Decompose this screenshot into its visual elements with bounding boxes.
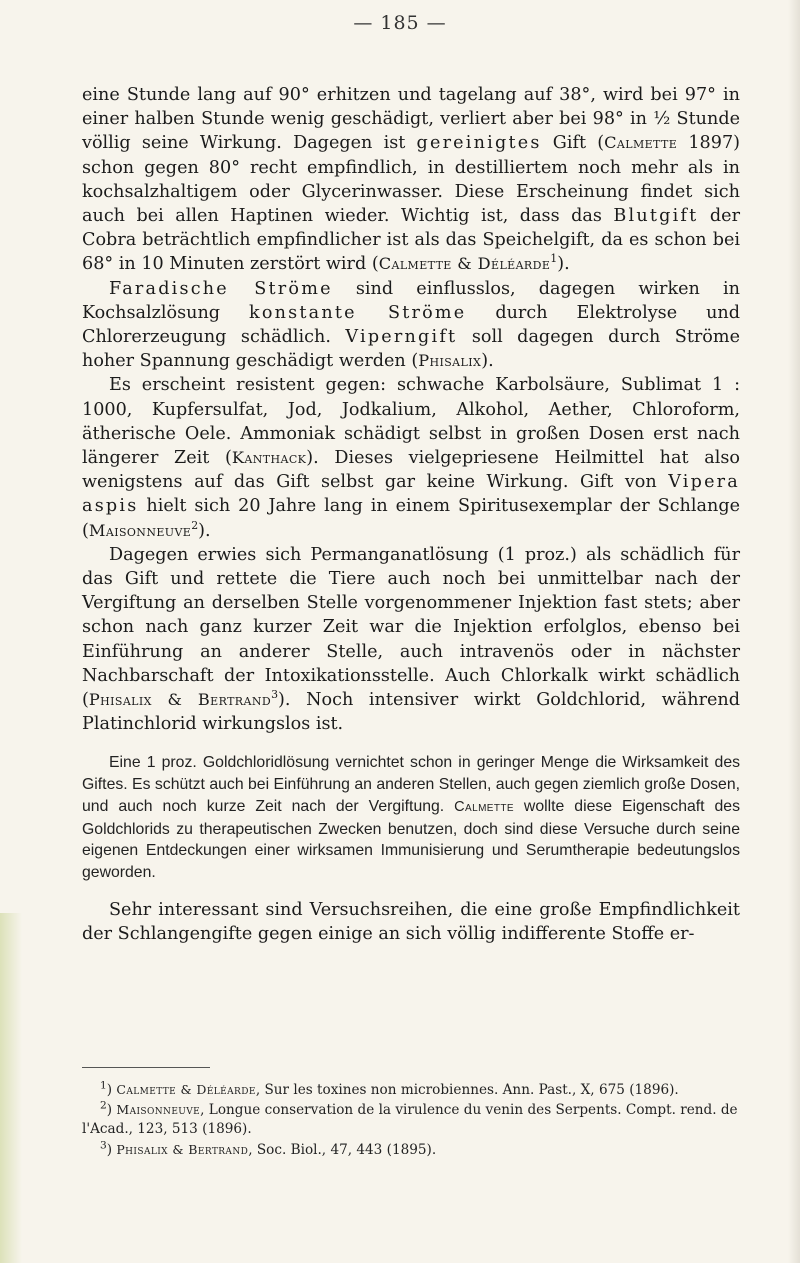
main-text (82, 83, 740, 946)
emphasis-text: gereinigtes (416, 133, 542, 154)
paragraph-1: eine Stunde lang auf 90° erhitzen und tagelang auf 38°, wird bei 97° in einer halben Stunde wenig geschädigt, verliert aber bei 98° in ½ Stunde völlig seine Wirkung. Dagegen ist gereinigtes Gift (Calmette 1897) schon gegen 80° recht empfindlich, in destilliertem noch mehr als in kochsalzhaltigem oder Glycerinwasser. Diese Erscheinung findet sich auch bei allen Haptinen wieder. Wichtig ist, dass das Blutgift der Cobra beträchtlich empfindlicher ist als das Speichelgift, da es schon bei 68° in 10 Minuten zerstört wird (Calmette & Déléarde$^1$). (82, 85, 740, 275)
small-print-paragraph: Eine 1 proz. Goldchloridlösung vernichtet schon in geringer Menge die Wirksamkeit des Giftes. Es schützt auch bei Einführung an anderen Stellen, auch gegen ziemlich große Dosen, und auch noch kurze Zeit nach der Vergiftung. Calmette wollte diese Eigenschaft des Goldchlorids zu therapeutischen Zwecken benutzen, doch sind diese Versuche durch seine eigenen Entdeckungen einer wirksamen Immunisierung und Serumtherapie bedeutungslos geworden. (82, 754, 740, 881)
emphasis-text: Vipera aspis (82, 472, 740, 517)
footnote-divider (82, 1067, 210, 1068)
footnote-authors: Phisalix & Bertrand (116, 1141, 249, 1157)
emphasis-text: Viperngift (345, 327, 458, 348)
footnote-authors: Calmette & Déléarde (116, 1082, 256, 1097)
footnote-3: $^3$) Phisalix & Bertrand, Soc. Biol., 47, 443 (1895). (100, 1139, 437, 1158)
footnote-number: 3 (100, 1139, 107, 1152)
footnote-ref: 1 (550, 252, 558, 266)
paragraph-2: Faradische Ströme sind einflusslos, dagegen wirken in Kochsalzlösung konstante Ströme durch Elektrolyse und Chlorerzeugung schädlich. Viperngift soll dagegen durch Ströme hoher Spannung geschädigt werden (Phisalix). (82, 278, 740, 372)
footnote-number: 2 (100, 1099, 107, 1112)
paragraph-3: Es erscheint resistent gegen: schwache Karbolsäure, Sublimat 1 : 1000, Kupfersulfat, Jod, Jodkalium, Alkohol, Aether, Chloroform, ätherische Oele. Ammoniak schädigt selbst in großen Dosen erst nach längerer Zeit (Kanthack). Dieses vielgepriesene Heilmittel hat also wenigstens auf das Gift selbst gar keine Wirkung. Gift von Vipera aspis hielt sich 20 Jahre lang in einem Spiritusexemplar der Schlange (Maisonneuve$^2$). (82, 375, 740, 541)
author-name: Calmette (454, 798, 514, 815)
author-name: Phisalix (418, 351, 482, 371)
emphasis-text: konstante Ströme (249, 302, 467, 323)
footnote-number: 1 (100, 1079, 107, 1092)
footnote-ref: 3 (271, 688, 279, 702)
page-edge-stain (0, 913, 22, 1263)
paragraph-4: Dagegen erwies sich Permanganatlösung (1 proz.) als schädlich für das Gift und rettete die Tiere auch noch bei unmittelbar nach der Vergiftung an derselben Stelle vorgenommener Injektion fast stets; aber schon nach ganz kurzer Zeit war die Injektion erfolglos, ebenso bei Einführung an anderer Stelle, auch intravenös oder in nächster Nachbarschaft der Intoxikationsstelle. Auch Chlorkalk wirkt schädlich (Phisalix & Bertrand$^3$). Noch intensiver wirkt Goldchlorid, während Platinchlorid wirkungslos ist. (82, 544, 740, 735)
emphasis-text: Faradische Ströme (109, 278, 333, 299)
footnote-2: $^2$) Maisonneuve, Longue conservation de la virulence du venin des Serpents. Compt. rend. de l'Acad., 123, 513 (1896). (82, 1099, 738, 1138)
author-name: Phisalix & Bertrand (88, 690, 272, 710)
footnote-ref: 2 (191, 518, 199, 532)
footnotes (82, 1080, 740, 1160)
author-name: Calmette & Déléarde (378, 254, 551, 274)
author-name: Calmette (604, 133, 678, 153)
page-number: — 185 — (353, 12, 447, 34)
footnote-authors: Maisonneuve (116, 1102, 201, 1118)
emphasis-text: Blutgift (613, 206, 699, 227)
page-edge-shadow (788, 0, 800, 1263)
paragraph-6: Sehr interessant sind Versuchsreihen, die eine große Empfindlichkeit der Schlangengifte gegen einige an sich völlig indifferente Stoffe er- (82, 899, 740, 944)
author-name: Maisonneuve (88, 520, 192, 540)
footnote-1: $^1$) Calmette & Déléarde, Sur les toxines non microbiennes. Ann. Past., X, 675 (1896). (100, 1079, 679, 1098)
author-name: Kanthack (231, 448, 307, 468)
